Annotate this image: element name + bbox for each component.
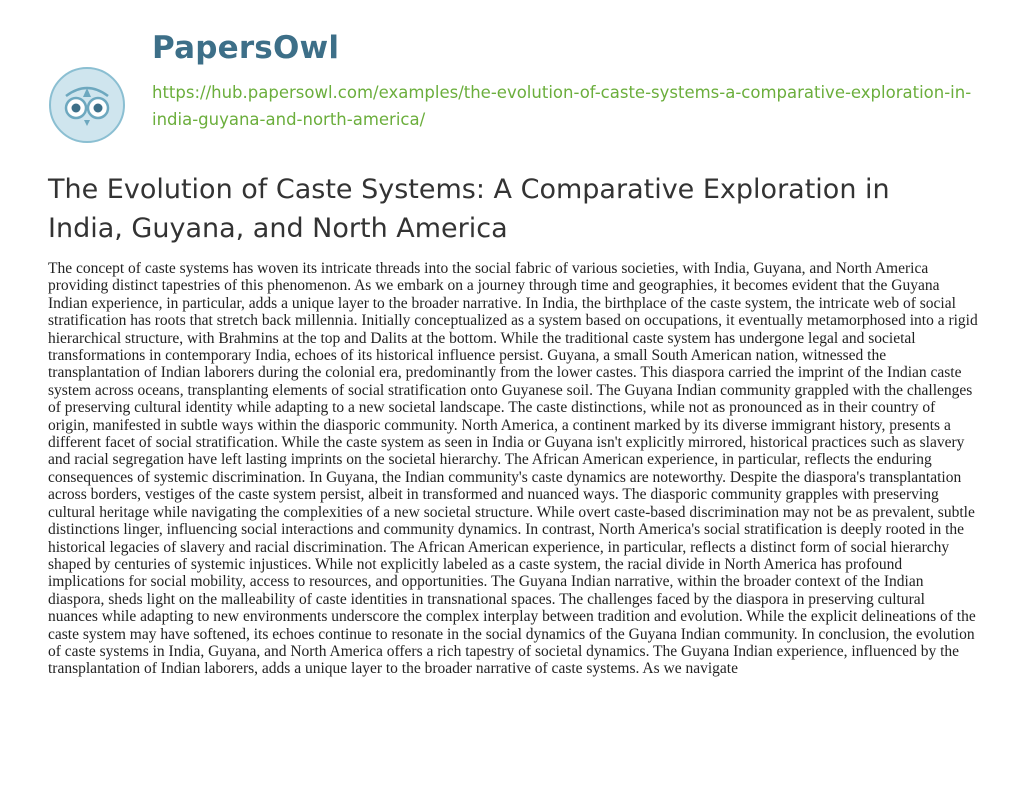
article-body: The concept of caste systems has woven its intricate threads into the social fabric of various societies, with India, Guyana, and North America providing distinct tapestries of this phenomenon. As we embark on a journey through time and geographies, it becomes evident that the Guyana Indian experience, in particular, adds a unique layer to the broader narrative. In India, the birthplace of the caste system, the intricate web of social stratification has roots that stretch back millennia. Initially conceptualized as a system based on occupations, it eventually metamorphosed into a rigid hierarchical structure, with Brahmins at the top and Dalits at the bottom. While the traditional caste system has undergone legal and societal transformations in contemporary India, echoes of its historical influence persist. Guyana, a small South American nation, witnessed the transplantation of Indian laborers during the colonial era, predominantly from the lower castes. This diaspora carried the imprint of the Indian caste system across oceans, transplanting elements of social stratification onto Guyanese soil. The Guyana Indian community grappled with the challenges of preserving cultural identity while adapting to a new societal landscape. The caste distinctions, while not as pronounced as in their country of origin, manifested in subtle ways within the diasporic community. North America, a continent marked by its diverse immigrant history, presents a different facet of social stratification. While the caste system as seen in India or Guyana isn't explicitly mirrored, historical practices such as slavery and racial segregation have left lasting imprints on the societal hierarchy. The African American experience, in particular, reflects the enduring consequences of systemic discrimination. In Guyana, the Indian community's caste dynamics are noteworthy. Despite the diaspora's transplantation across borders, vestiges of the caste system persist, albeit in transformed and nuanced ways. The diasporic community grapples with preserving cultural heritage while navigating the complexities of a new societal structure. While overt caste-based discrimination may not be as prevalent, subtle distinctions linger, influencing social interactions and community dynamics. In contrast, North America's social stratification is deeply rooted in the historical legacies of slavery and racial discrimination. The African American experience, in particular, reflects a distinct form of social hierarchy shaped by centuries of systemic injustices. While not explicitly labeled as a caste system, the racial divide in North America has profound implications for social mobility, access to resources, and opportunities. The Guyana Indian narrative, within the broader context of the Indian diaspora, sheds light on the malleability of caste identities in transnational spaces. The challenges faced by the diaspora in preserving cultural nuances while adapting to new environments underscore the complex interplay between tradition and evolution. While the explicit delineations of the caste system may have softened, its echoes continue to resonate in the social dynamics of the Guyana Indian community. In conclusion, the evolution of caste systems in India, Guyana, and North America offers a rich tapestry of societal dynamics. The Guyana Indian experience, influenced by the transplantation of Indian laborers, adds a unique layer to the broader narrative of caste systems. As we navigate	[48, 260, 978, 678]
article-url[interactable]: https://hub.papersowl.com/examples/the-evolution-of-caste-systems-a-comparative-exploration-in-india-guyana-and-north-america/	[152, 83, 972, 129]
header	[48, 30, 988, 160]
article-title: The Evolution of Caste Systems: A Comparative Exploration in India, Guyana, and North America	[48, 174, 890, 244]
brand-name[interactable]: PapersOwl	[152, 30, 340, 66]
owl-logo-icon	[48, 66, 126, 144]
